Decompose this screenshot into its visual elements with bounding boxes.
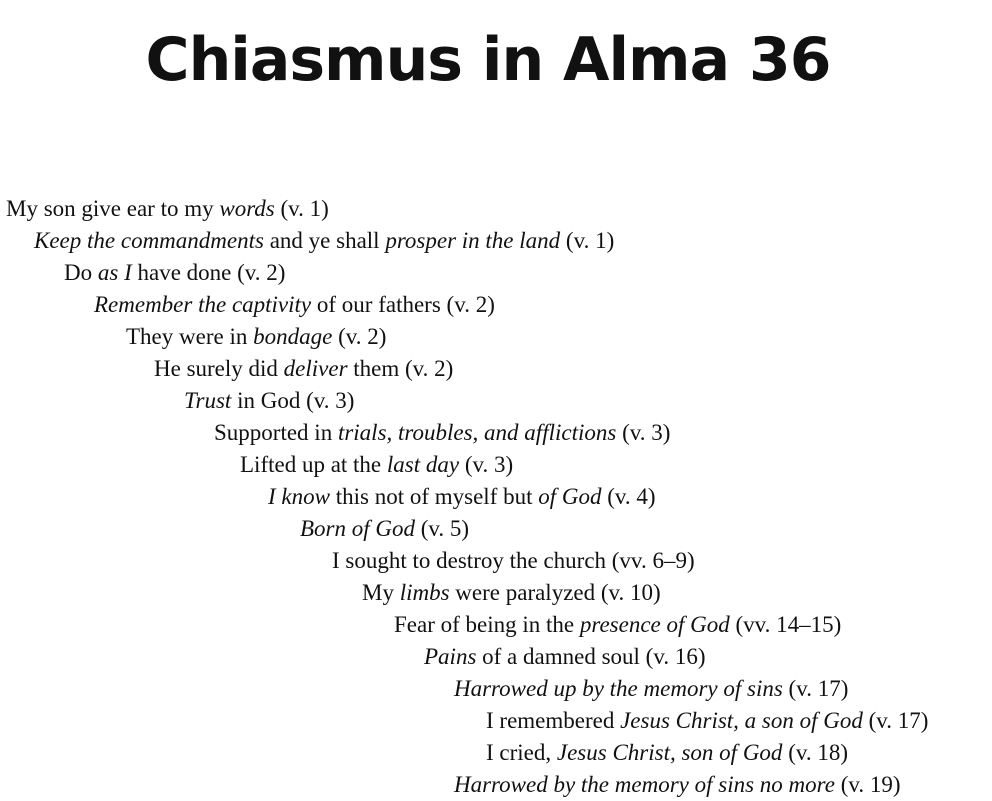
text-segment: (v. 18) xyxy=(782,740,849,765)
chiasmus-line xyxy=(34,225,614,257)
chiasmus-line xyxy=(240,449,513,481)
text-segment: He surely did xyxy=(154,356,284,381)
text-segment: of our fathers (v. 2) xyxy=(311,292,495,317)
italic-phrase: as I xyxy=(97,260,132,285)
text-segment: Lifted up at the xyxy=(240,452,387,477)
italic-phrase: Born of God xyxy=(300,516,415,541)
italic-phrase: presence of God xyxy=(579,612,730,637)
text-segment: this not of myself but xyxy=(329,484,539,509)
text-segment: and ye shall xyxy=(263,228,386,253)
chiasmus-line xyxy=(214,417,670,449)
italic-phrase: Harrowed up by the memory of sins xyxy=(454,676,783,701)
chiasmus-line xyxy=(362,577,661,609)
text-segment: have done (v. 2) xyxy=(131,260,286,285)
text-segment: I remembered xyxy=(486,708,621,733)
chiasmus-line xyxy=(300,513,469,545)
text-segment: My xyxy=(362,580,400,605)
italic-phrase: Keep the commandments xyxy=(34,228,264,253)
text-segment: of a damned soul (v. 16) xyxy=(476,644,706,669)
text-segment: were paralyzed (v. 10) xyxy=(449,580,661,605)
italic-phrase: prosper in the land xyxy=(385,228,561,253)
chiasmus-line xyxy=(94,289,495,321)
page-title: Chiasmus in Alma 36 xyxy=(145,25,831,95)
text-segment: Fear of being in the xyxy=(394,612,580,637)
italic-phrase: Pains xyxy=(424,644,477,669)
chiasmus-line xyxy=(184,385,354,417)
text-segment: (v. 5) xyxy=(415,516,470,541)
text-segment: (v. 19) xyxy=(834,772,901,797)
chiasmus-line xyxy=(454,673,848,705)
italic-phrase: bondage xyxy=(253,324,333,349)
text-segment: (v. 1) xyxy=(560,228,615,253)
chiasmus-line xyxy=(332,545,695,577)
chiasmus-line xyxy=(126,321,386,353)
text-segment: (vv. 14–15) xyxy=(729,612,842,637)
italic-phrase: Harrowed by the memory of sins no more xyxy=(454,772,835,797)
chiasmus-line xyxy=(6,193,329,225)
chiasmus-line xyxy=(486,705,928,737)
italic-phrase: trials, troubles, and afflictions xyxy=(337,420,617,445)
text-segment: in God (v. 3) xyxy=(231,388,355,413)
text-segment: them (v. 2) xyxy=(347,356,454,381)
text-segment: (v. 1) xyxy=(274,196,329,221)
chiasmus-line xyxy=(486,737,848,769)
italic-phrase: deliver xyxy=(283,356,348,381)
text-segment: (v. 17) xyxy=(782,676,849,701)
chiasmus-line xyxy=(154,353,453,385)
text-segment: (v. 4) xyxy=(601,484,656,509)
italic-phrase: I know xyxy=(268,484,330,509)
text-segment: (v. 3) xyxy=(459,452,514,477)
italic-phrase: Jesus Christ, a son of God xyxy=(620,708,863,733)
italic-phrase: last day xyxy=(386,452,460,477)
text-segment: (v. 3) xyxy=(616,420,671,445)
text-segment: (v. 17) xyxy=(862,708,929,733)
italic-phrase: Trust xyxy=(184,388,232,413)
italic-phrase: of God xyxy=(538,484,602,509)
italic-phrase: Remember the captivity xyxy=(94,292,312,317)
italic-phrase: limbs xyxy=(399,580,450,605)
chiasmus-line xyxy=(64,257,285,289)
chiasmus-line xyxy=(268,481,656,513)
italic-phrase: words xyxy=(219,196,275,221)
text-segment: My son give ear to my xyxy=(6,196,220,221)
chiasmus-line xyxy=(454,769,901,801)
italic-phrase: Jesus Christ, son of God xyxy=(556,740,783,765)
chiasmus-line xyxy=(394,609,841,641)
text-segment: I sought to destroy the church (vv. 6–9) xyxy=(332,548,695,573)
text-segment: They were in xyxy=(126,324,254,349)
chiasmus-line xyxy=(424,641,705,673)
text-segment: Supported in xyxy=(214,420,338,445)
text-segment: I cried, xyxy=(486,740,557,765)
text-segment: Do xyxy=(64,260,98,285)
text-segment: (v. 2) xyxy=(332,324,387,349)
